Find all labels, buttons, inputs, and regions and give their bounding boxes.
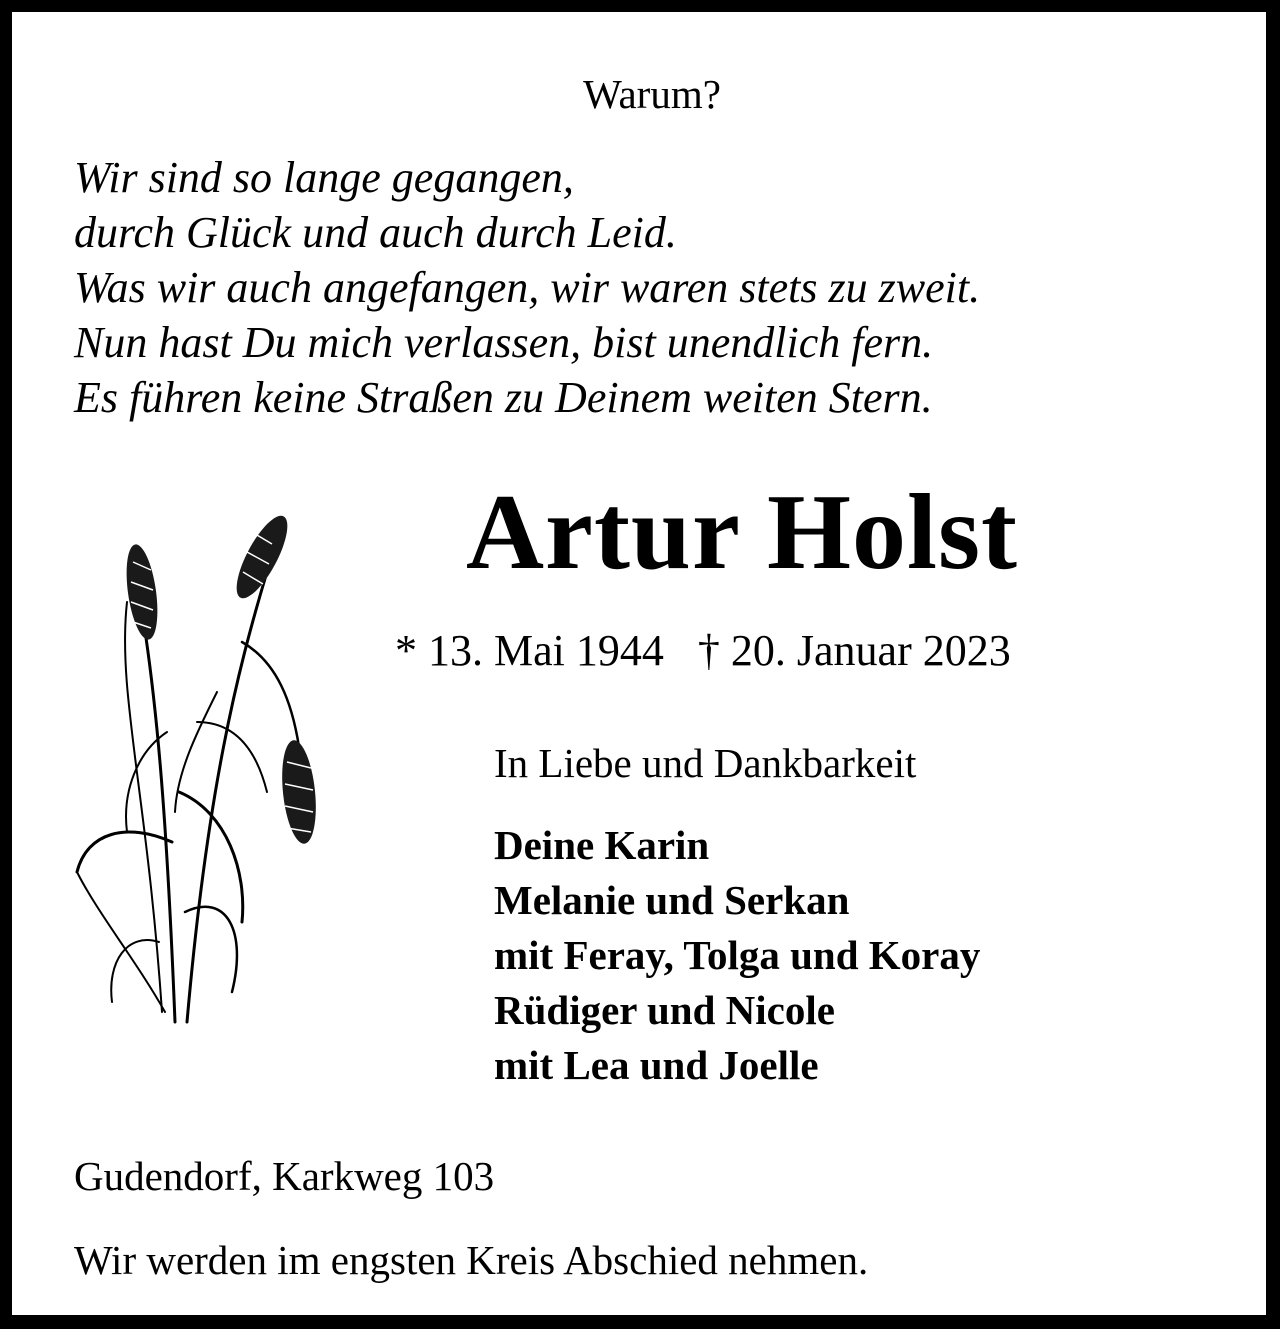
poem-line: Es führen keine Straßen zu Deinem weiten Stern.: [74, 373, 933, 422]
wheat-stalks-icon: [67, 492, 337, 1032]
family-line: Deine Karin: [494, 822, 710, 868]
family-list: [494, 818, 980, 1093]
farewell-note: Wir werden im engsten Kreis Abschied nehmen.: [74, 1237, 869, 1283]
family-line: Rüdiger und Nicole: [494, 987, 835, 1033]
deceased-name: Artur Holst: [466, 473, 1018, 592]
poem: [74, 150, 980, 425]
death-date: † 20. Januar 2023: [697, 626, 1011, 675]
address: Gudendorf, Karkweg 103: [74, 1153, 495, 1199]
birth-date: * 13. Mai 1944: [395, 626, 664, 675]
family-line: Melanie und Serkan: [494, 877, 850, 923]
poem-title: Warum?: [583, 71, 721, 117]
poem-line: Wir sind so lange gegangen,: [74, 153, 574, 202]
family-line: mit Lea und Joelle: [494, 1042, 819, 1088]
dedication: In Liebe und Dankbarkeit: [494, 740, 917, 786]
family-line: mit Feray, Tolga und Koray: [494, 932, 981, 978]
poem-line: Was wir auch angefangen, wir waren stets zu zweit.: [74, 263, 981, 312]
poem-line: Nun hast Du mich verlassen, bist unendlich fern.: [74, 318, 934, 367]
life-dates: [395, 624, 1011, 678]
poem-line: durch Glück und auch durch Leid.: [74, 208, 677, 257]
